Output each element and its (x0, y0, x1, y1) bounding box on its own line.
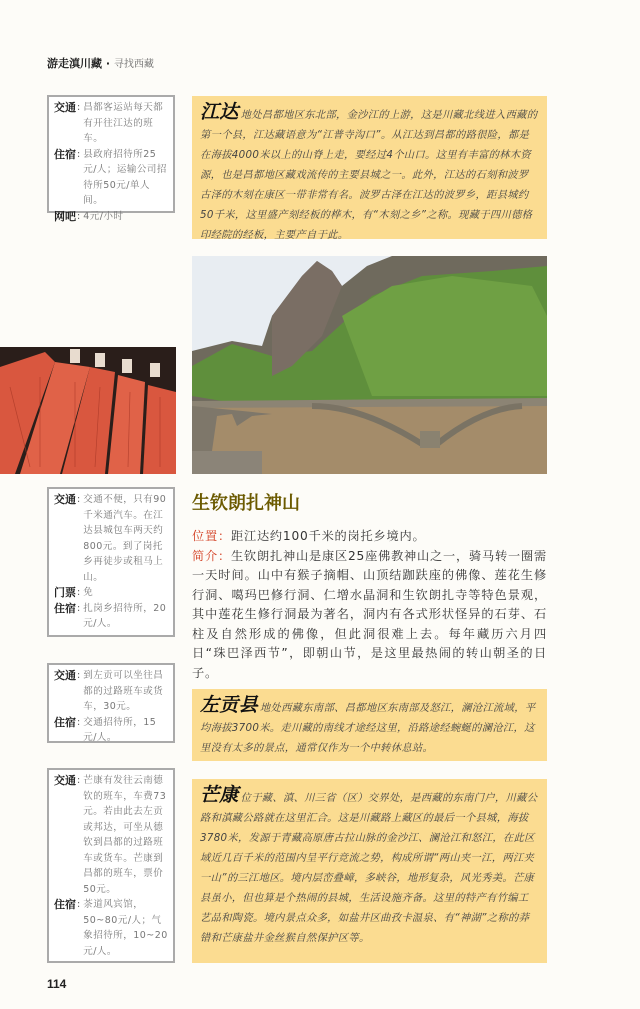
info-text: 扎岗乡招待所，20元/人。 (83, 602, 167, 629)
info-label: 门票 (54, 586, 76, 599)
info-label: 住宿 (54, 147, 76, 161)
info-text: 交通不便，只有90千米通汽车。在江达县城包车两天约800元。到了岗托乡再徒步或租马上山。 (83, 494, 167, 583)
info-row: 住宿 : 交通招待所，15元/人。 (54, 715, 169, 746)
box-text: 地处昌都地区东北部，金沙江的上游，这是川藏北线进入西藏的第一个县，江达藏语意为“江普寺沟口”。从江达到昌都的路很险，都是在海拔4000米以上的山脊上走，要经过4个山口。这里有丰富的林木资源，也是昌都地区藏戏流传的主要县城之一。此外，江达的石刻和波罗古泽的木刻在康区一带非常有名。波罗古泽在江达的波罗乡，距县城约50千米，这里盛产刻经板的桦木，有“木刻之乡”之称。现藏于四川德格印经院的经板，主要产自于此。 (200, 109, 538, 241)
bridge-photo (192, 256, 547, 474)
box-text: 地处西藏东南部、昌都地区东南部及怒江，澜沧江流域，平均海拔3700米。走川藏的南线才途经这里，沿路途经蜿蜒的澜沧江，这里没有太多的景点，通常仅作为一个中转休息站。 (200, 702, 536, 754)
running-header (47, 55, 154, 71)
location-paragraph (192, 527, 547, 547)
highlight-box-zuogong (192, 689, 547, 761)
info-label: 住宿 (54, 898, 76, 911)
info-row: 交通 : 芒康有发往云南德钦的班车，车费73元。若由此去左贡或邦达，可坐从德钦到昌都的过路班车或货车。芒康到昌都的班车，票价50元。 (54, 773, 169, 897)
info-row: 门票 : 免 (54, 585, 169, 601)
header-title: 游走滇川藏 (47, 57, 102, 70)
info-box-jiangda (47, 95, 175, 223)
section-title: 生钦朗扎神山 (192, 493, 300, 514)
info-label: 交通 (54, 669, 76, 682)
highlight-box-mangkang (192, 779, 547, 963)
box-title: 左贡县 (200, 694, 258, 716)
box-text: 位于藏、滇、川三省（区）交界处，是西藏的东南门户，川藏公路和滇藏公路就在这里汇合。这是川藏路上藏区的最后一个县城，海拔3780米，发源于青藏高原唐古拉山脉的金沙江、澜沧江和怒江，在此区域近几百千米的范围内呈平行竞流之势，构成所谓“两山夹一江，两江夹一山”的三江地区。境内层峦叠嶂，多峡谷，地形复杂，风光秀美。芒康县虽小，但也算是个热闹的县城，生活设施齐备。这里的特产有竹编工艺品和陶瓷。境内景点众多，如盐井区曲孜卡温泉、有“神湖”之称的莽错和芒康盐井金丝猴自然保护区等。 (200, 792, 538, 944)
info-label: 网吧 (54, 209, 76, 223)
info-row: 网吧 : 4元/小时 (54, 209, 169, 225)
info-box-mangkang (47, 768, 175, 963)
intro-label: 简介： (192, 548, 231, 563)
box-title: 江达 (200, 101, 239, 123)
info-label: 交通 (54, 101, 76, 114)
info-text: 交通招待所，15元/人。 (83, 716, 157, 743)
location-label: 位置： (192, 529, 231, 543)
info-label: 住宿 (54, 715, 76, 729)
info-row: 交通 : 交通不便，只有90千米通汽车。在江达县城包车两天约800元。到了岗托乡再徒步或租马上山。 (54, 492, 169, 585)
location-text: 距江达约100千米的岗托乡境内。 (230, 529, 426, 543)
info-row: 住宿 : 茶道风宾馆，50~80元/人；气象招待所，10~20元/人。 (54, 897, 169, 959)
info-text: 茶道风宾馆，50~80元/人；气象招待所，10~20元/人。 (83, 899, 168, 957)
header-separator: · (105, 57, 111, 70)
page-number: 114 (47, 977, 67, 991)
info-row: 住宿 : 扎岗乡招待所，20元/人。 (54, 601, 169, 632)
info-text: 昌都客运站每天都有开往江达的班车。 (83, 102, 164, 144)
info-row: 住宿 : 县政府招待所25元/人；运输公司招待所50元/单人间。 (54, 147, 169, 209)
info-label: 交通 (54, 774, 76, 787)
info-box-shengqin (47, 487, 175, 637)
info-row: 交通 : 到左贡可以坐往昌都的过路班车或货车，30元。 (54, 668, 169, 715)
box-title: 芒康 (200, 784, 239, 806)
info-label: 交通 (54, 493, 76, 506)
intro-text: 生钦朗扎神山是康区25座佛教神山之一，骑马转一圈需一天时间。山中有猴子摘帽、山顶结跏趺座的佛像、莲花生修行洞、噶玛巴修行洞、仁增水晶洞和生钦朗扎寺等特色景观，其中莲花生修行洞最为著名，洞内有各式形状怪异的石芽、石柱及自然形成的佛像，但此洞很难上去。每年藏历六月四日“珠巴泽西节”，即朝山节，是这里最热闹的转山朝圣的日子。 (192, 548, 547, 680)
info-text: 免 (83, 587, 94, 598)
info-text: 4元/小时 (83, 210, 124, 222)
info-text: 县政府招待所25元/人；运输公司招待所50元/单人间。 (83, 148, 167, 206)
info-row: 交通 : 昌都客运站每天都有开往江达的班车。 (54, 100, 169, 147)
intro-paragraph (192, 547, 547, 684)
info-text: 芒康有发往云南德钦的班车，车费73元。若由此去左贡或邦达，可坐从德钦到昌都的过路班车或货车。芒康到昌都的班车，票价50元。 (83, 775, 167, 895)
info-label: 住宿 (54, 601, 76, 615)
header-subtitle: 寻找西藏 (113, 59, 154, 70)
highlight-box-jiangda (192, 96, 547, 239)
info-box-zuogong (47, 663, 175, 743)
info-text: 到左贡可以坐往昌都的过路班车或货车，30元。 (83, 670, 164, 712)
section-body (192, 527, 547, 683)
woodblock-photo (0, 347, 176, 474)
